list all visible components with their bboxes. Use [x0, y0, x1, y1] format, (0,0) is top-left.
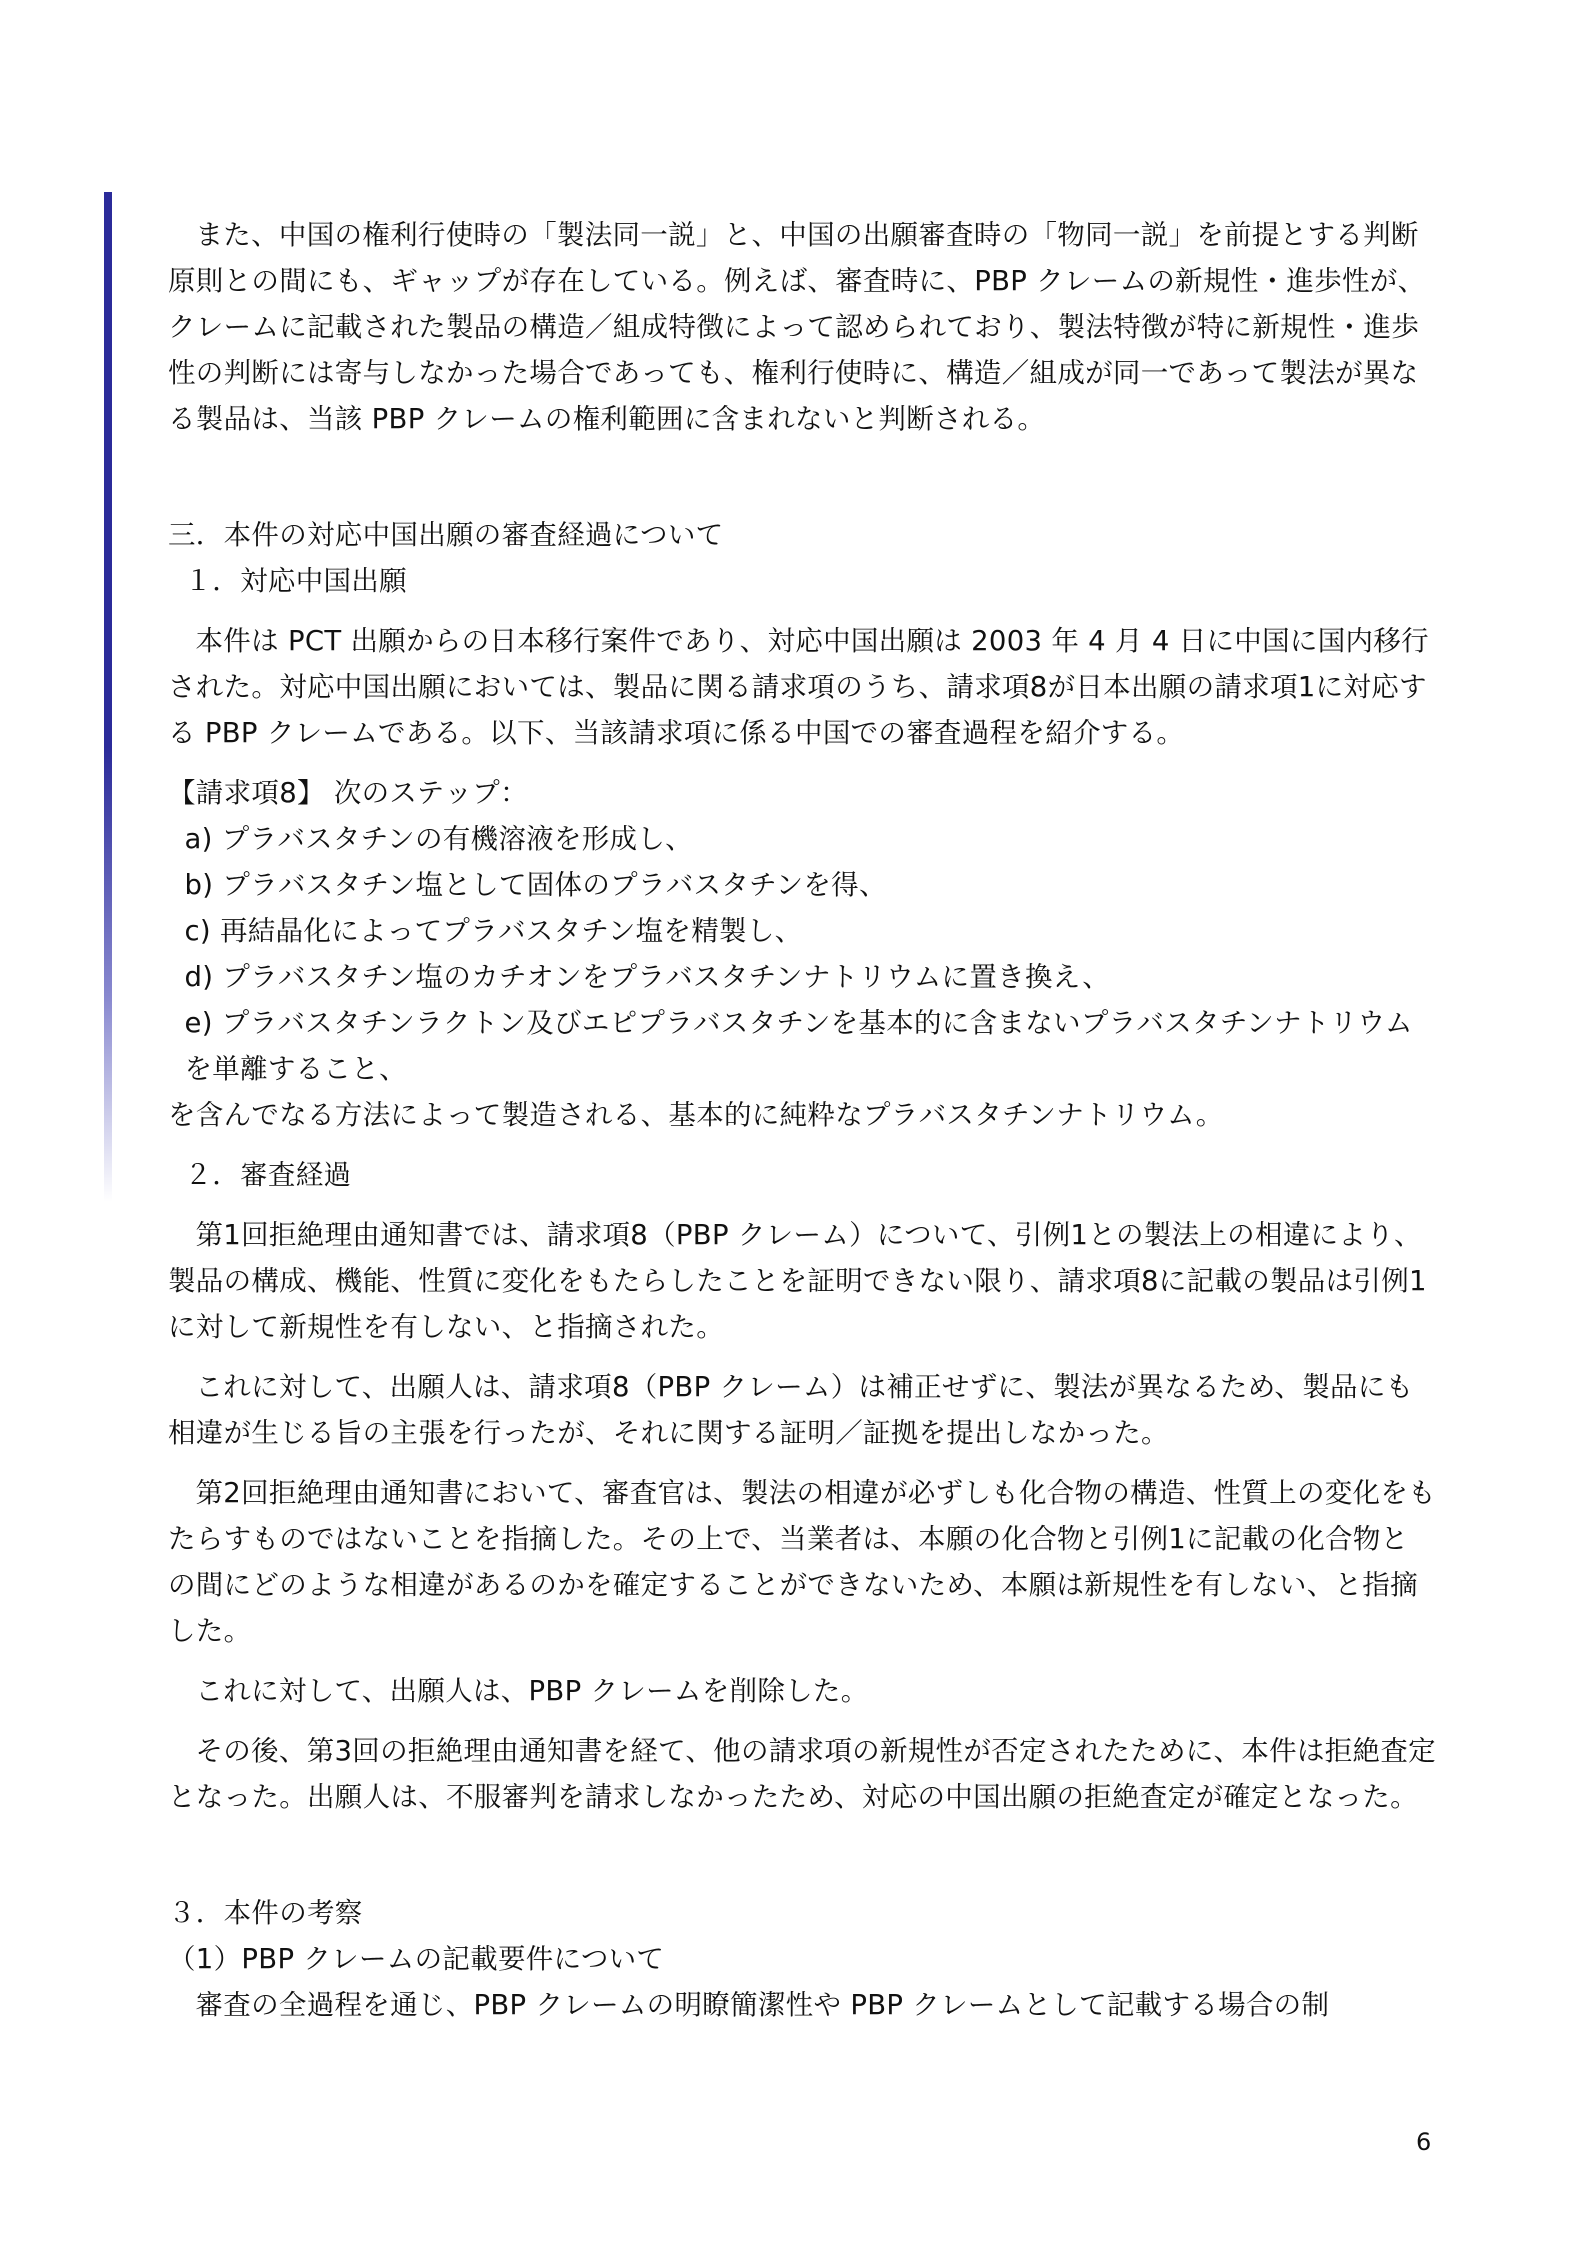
document-body	[168, 212, 1436, 2028]
claim-closing: を含んでなる方法によって製造される、基本的に純粋なプラバスタチンナトリウム。	[168, 1099, 1224, 1131]
claim-step: c) 再結晶化によってプラバスタチン塩を精製し、	[184, 915, 803, 947]
left-accent-bar	[104, 192, 112, 1202]
intro-paragraph: また、中国の権利行使時の「製法同一説」と、中国の出願審査時の「物同一説」を前提とする判断原則との間にも、ギャップが存在している。例えば、審査時に、PBP クレームの新規性・進歩性が、クレームに記載された製品の構造／組成特徴によって認められており、製法特徴が特に新規性・進歩性の判断には寄与しなかった場合であっても、権利行使時に、構造／組成が同一であって製法が異なる製品は、当該 PBP クレームの権利範囲に含まれないと判断される。	[168, 219, 1426, 435]
claim-step: a) プラバスタチンの有機溶液を形成し、	[184, 823, 693, 855]
examination-paragraph: その後、第3回の拒絶理由通知書を経て、他の請求項の新規性が否定されたために、本件は拒絶査定となった。出願人は、不服審判を請求しなかったため、対応の中国出願の拒絶査定が確定となった。	[168, 1735, 1436, 1813]
section-heading: 三．本件の対応中国出願の審査経過について	[168, 519, 724, 551]
page-number: 6	[1416, 2128, 1432, 2156]
subsection-heading-2: ２．審査経過	[184, 1159, 352, 1191]
examination-paragraph: これに対して、出願人は、請求項8（PBP クレーム）は補正せずに、製法が異なるため、製品にも相違が生じる旨の主張を行ったが、それに関する証明／証拠を提出しなかった。	[168, 1371, 1414, 1449]
subsection-3-paragraph: 審査の全過程を通じ、PBP クレームの明瞭簡潔性や PBP クレームとして記載する場合の制	[195, 1989, 1330, 2021]
subsection-heading-3: ３．本件の考察	[168, 1897, 363, 1929]
claim-heading: 【請求項8】 次のステップ：	[168, 777, 528, 809]
claim-step: e) プラバスタチンラクトン及びエピプラバスタチンを基本的に含まないプラバスタチンナトリウムを単離すること、	[184, 1007, 1413, 1085]
claim-step: d) プラバスタチン塩のカチオンをプラバスタチンナトリウムに置き換え、	[184, 961, 1110, 993]
subsection-heading-1: １．対応中国出願	[184, 565, 407, 597]
subsection-1-paragraph: 本件は PCT 出願からの日本移行案件であり、対応中国出願は 2003 年 4 月 4 日に中国に国内移行された。対応中国出願においては、製品に関る請求項のうち、請求項8が日本出願の請求項1に対応する PBP クレームである。以下、当該請求項に係る中国での審査過程を紹介する。	[168, 625, 1429, 749]
subsection-3-subheading: （1）PBP クレームの記載要件について	[168, 1943, 665, 1975]
examination-paragraph: これに対して、出願人は、PBP クレームを削除した。	[195, 1675, 869, 1707]
claim-step: b) プラバスタチン塩として固体のプラバスタチンを得、	[184, 869, 887, 901]
examination-paragraph: 第1回拒絶理由通知書では、請求項8（PBP クレーム）について、引例1との製法上の相違により、製品の構成、機能、性質に変化をもたらしたことを証明できない限り、請求項8に記載の製品は引例1に対して新規性を有しない、と指摘された。	[168, 1219, 1427, 1343]
examination-paragraph: 第2回拒絶理由通知書において、審査官は、製法の相違が必ずしも化合物の構造、性質上の変化をもたらすものではないことを指摘した。その上で、当業者は、本願の化合物と引例1に記載の化合物との間にどのような相違があるのかを確定することができないため、本願は新規性を有しない、と指摘した。	[168, 1477, 1436, 1647]
